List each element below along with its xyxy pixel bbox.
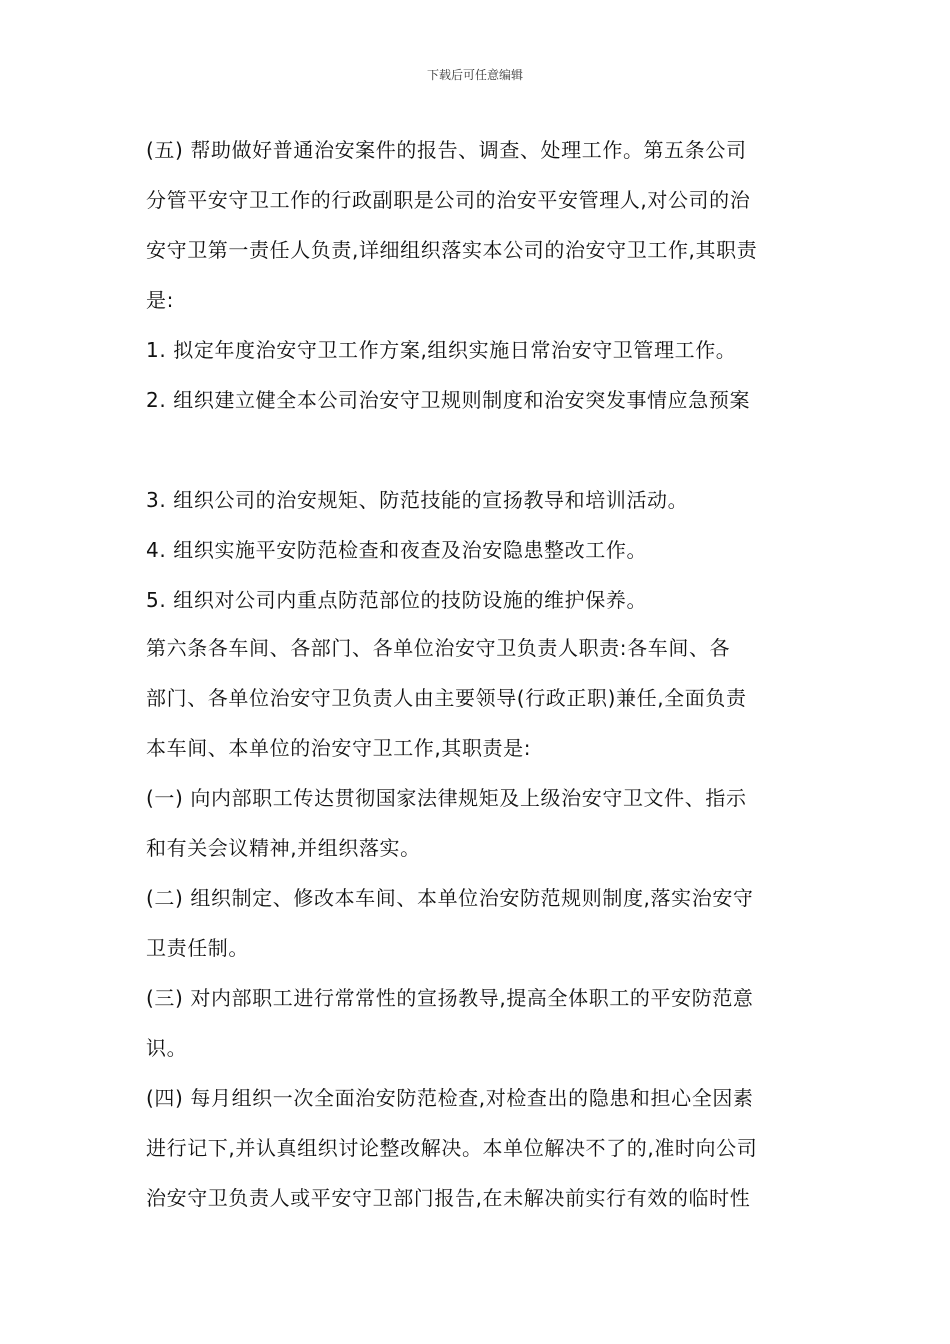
text-line: 3. 组织公司的治安规矩、防范技能的宣扬教导和培训活动。 xyxy=(146,488,689,512)
text-line: 本车间、本单位的治安守卫工作,其职责是: xyxy=(146,736,532,760)
text-line: 卫责任制。 xyxy=(146,936,249,960)
text-line: 4. 组织实施平安防范检查和夜查及治安隐患整改工作。 xyxy=(146,538,648,562)
text-line: 进行记下,并认真组织讨论整改解决。本单位解决不了的,准时向公司 xyxy=(146,1136,758,1160)
page-header: 下载后可任意编辑 xyxy=(426,68,523,82)
text-line: 2. 组织建立健全本公司治安守卫规则制度和治安突发事情应急预案 xyxy=(146,388,751,412)
text-line: 第六条各车间、各部门、各单位治安守卫负责人职责:各车间、各 xyxy=(146,636,731,660)
text-line: 部门、各单位治安守卫负责人由主要领导(行政正职)兼任,全面负责 xyxy=(146,686,747,710)
text-line: (四) 每月组织一次全面治安防范检查,对检查出的隐患和担心全因素 xyxy=(146,1086,754,1110)
text-line: 是: xyxy=(146,288,174,312)
text-line: (三) 对内部职工进行常常性的宣扬教导,提高全体职工的平安防范意 xyxy=(146,986,754,1010)
text-line: 分管平安守卫工作的行政副职是公司的治安平安管理人,对公司的治 xyxy=(146,188,751,212)
text-line: (二) 组织制定、修改本车间、本单位治安防范规则制度,落实治安守 xyxy=(146,886,754,910)
text-line: (一) 向内部职工传达贯彻国家法律规矩及上级治安守卫文件、指示 xyxy=(146,786,747,810)
text-line: 安守卫第一责任人负责,详细组织落实本公司的治安守卫工作,其职责 xyxy=(146,238,758,262)
text-line: 1. 拟定年度治安守卫工作方案,组织实施日常治安守卫管理工作。 xyxy=(146,338,737,362)
text-line: 和有关会议精神,并组织落实。 xyxy=(146,836,421,860)
text-line: (五) 帮助做好普通治安案件的报告、调查、处理工作。第五条公司 xyxy=(146,138,747,162)
text-line: 识。 xyxy=(146,1036,188,1060)
text-line: 5. 组织对公司内重点防范部位的技防设施的维护保养。 xyxy=(146,588,648,612)
text-line: 治安守卫负责人或平安守卫部门报告,在未解决前实行有效的临时性 xyxy=(146,1186,751,1210)
